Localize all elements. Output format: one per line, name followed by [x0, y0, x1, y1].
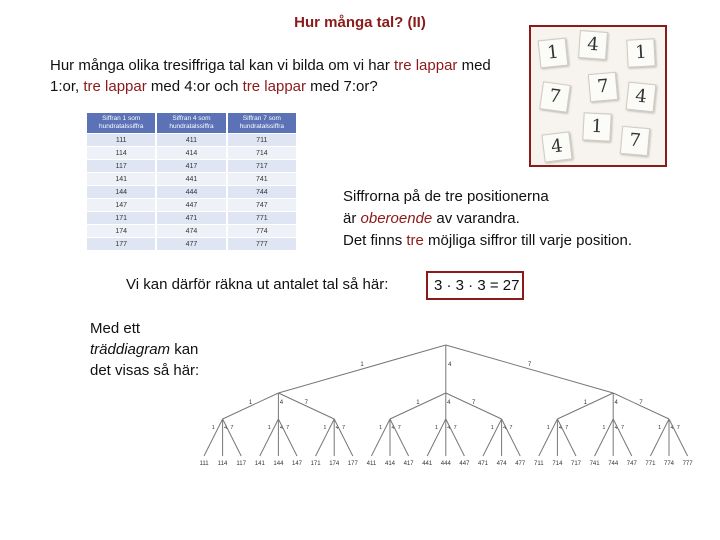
page-title: Hur många tal? (II) — [294, 14, 426, 31]
branch-label: 4 — [279, 400, 284, 406]
text-line — [343, 208, 703, 230]
table-cell: 477 — [157, 238, 225, 250]
note-card: 7 — [588, 72, 618, 102]
table-row — [87, 199, 296, 211]
branch-label: 7 — [341, 425, 346, 431]
branch-label: 7 — [565, 425, 569, 431]
tree-leaf: 474 — [496, 461, 507, 467]
tree-leaf: 714 — [552, 461, 563, 467]
branch-label: 4 — [391, 425, 395, 431]
calc-text: Vi kan därför räkna ut antalet tal så här: — [126, 276, 389, 293]
tree-leaf: 771 — [645, 461, 656, 467]
text-part: träddiagram — [90, 341, 171, 358]
branch-label: 1 — [416, 400, 420, 406]
tree-leaf: 711 — [534, 461, 544, 467]
branch-label: 7 — [620, 425, 625, 431]
table-cell: 114 — [87, 147, 155, 159]
highlight-oberoende: oberoende — [360, 210, 433, 227]
branch-label: 7 — [230, 425, 234, 431]
table-header: Siffran 4 som hundratalssiffra — [157, 113, 225, 133]
tree-leaf: 441 — [422, 461, 433, 467]
table-cell: 444 — [157, 186, 225, 198]
table-cell: 474 — [157, 225, 225, 237]
tree-leaf: 174 — [329, 461, 340, 467]
independence-text — [343, 186, 703, 252]
branch-label: 4 — [279, 425, 283, 431]
table-row — [87, 160, 296, 172]
tree-branch — [613, 393, 669, 419]
note-card: 4 — [626, 82, 657, 113]
tree-leaf: 447 — [459, 461, 470, 467]
note-card: 7 — [539, 81, 571, 113]
text-part: av varandra. — [432, 210, 520, 227]
tree-branch — [390, 393, 446, 419]
table-cell: 714 — [228, 147, 296, 159]
branch-label: 7 — [509, 425, 513, 431]
branch-label: 4 — [558, 425, 562, 431]
highlight-tre-lappar: tre lappar — [83, 78, 147, 95]
number-table — [85, 112, 298, 251]
tree-leaf: 414 — [384, 461, 396, 467]
branch-label: 4 — [335, 425, 339, 431]
tree-diagram — [190, 335, 700, 475]
text-part: kan — [170, 341, 199, 358]
table-row — [87, 212, 296, 224]
branch-label: 4 — [614, 400, 618, 406]
note-card: 4 — [541, 131, 572, 162]
tree-branch — [278, 393, 334, 419]
branch-label: 4 — [448, 362, 452, 368]
table-row — [87, 225, 296, 237]
table-row — [87, 134, 296, 146]
calc-formula-box: 3 · 3 · 3 = 27 — [426, 271, 524, 300]
branch-label: 1 — [323, 425, 327, 431]
tree-leaf: 774 — [663, 461, 675, 467]
table-cell: 177 — [87, 238, 155, 250]
question-text — [50, 55, 520, 97]
branch-label: 4 — [447, 425, 451, 431]
table-row — [87, 147, 296, 159]
tree-leaf: 477 — [515, 461, 526, 467]
branch-label: 1 — [360, 362, 364, 368]
note-card: 7 — [620, 126, 650, 156]
tree-leaf: 417 — [403, 461, 414, 467]
text-part: möjliga siffror till varje position. — [423, 232, 633, 249]
highlight-tre-lappar: tre lappar — [394, 57, 458, 74]
branch-label: 1 — [583, 400, 587, 406]
question-part: Hur många olika tresiffriga tal kan vi bilda om vi har — [50, 57, 395, 74]
branch-label: 7 — [286, 425, 290, 431]
tree-leaf: 147 — [291, 461, 303, 467]
table-cell: 711 — [228, 134, 296, 146]
tree-leaf: 111 — [199, 461, 209, 467]
table-cell: 717 — [228, 160, 296, 172]
table-row — [87, 186, 296, 198]
branch-label: 7 — [472, 400, 476, 406]
tree-leaf: 144 — [273, 461, 284, 467]
tree-leaf: 177 — [347, 461, 358, 467]
table-cell: 417 — [157, 160, 225, 172]
tree-leaf: 747 — [626, 461, 637, 467]
branch-label: 7 — [304, 400, 308, 406]
branch-label: 1 — [434, 425, 439, 431]
tree-branch — [557, 393, 613, 419]
tree-leaf: 171 — [310, 461, 321, 467]
highlight-tre: tre — [406, 232, 424, 249]
branch-label: 4 — [670, 425, 674, 431]
tree-branch — [446, 393, 502, 419]
table-cell: 441 — [157, 173, 225, 185]
table-cell: 414 — [157, 147, 225, 159]
branch-label: 4 — [614, 425, 618, 431]
tree-leaf: 471 — [477, 461, 489, 467]
table-cell: 111 — [87, 134, 155, 146]
note-card: 4 — [578, 30, 608, 60]
table-cell: 141 — [87, 173, 155, 185]
text-line: det visas så här: — [90, 362, 200, 379]
branch-label: 1 — [267, 425, 271, 431]
table-cell: 144 — [87, 186, 155, 198]
tree-leaf: 744 — [608, 461, 619, 467]
table-cell: 147 — [87, 199, 155, 211]
branch-label: 1 — [211, 425, 215, 431]
tree-leaf: 141 — [254, 461, 265, 467]
table-cell: 777 — [228, 238, 296, 250]
table-cell: 411 — [157, 134, 225, 146]
tree-leaf: 444 — [440, 461, 451, 467]
branch-label: 7 — [676, 425, 680, 431]
question-part: med 7:or? — [306, 78, 378, 95]
tree-branch — [223, 393, 279, 419]
tree-leaf: 741 — [589, 461, 600, 467]
table-header-row — [87, 113, 296, 133]
branch-label: 4 — [224, 425, 228, 431]
note-card: 1 — [538, 38, 569, 69]
question-part: med 1:or, — [50, 57, 491, 95]
branch-label: 1 — [379, 425, 383, 431]
table-cell: 171 — [87, 212, 155, 224]
table-row — [87, 238, 296, 250]
branch-label: 7 — [527, 362, 532, 368]
tree-leaf: 114 — [217, 461, 228, 467]
branch-label: 7 — [639, 400, 643, 406]
branch-label: 1 — [658, 425, 662, 431]
table-cell: 447 — [157, 199, 225, 211]
tree-branch — [446, 345, 613, 393]
branch-label: 1 — [602, 425, 606, 431]
text-part: Det finns — [343, 232, 407, 249]
text-line — [343, 230, 703, 252]
branch-label: 7 — [397, 425, 401, 431]
note-card: 1 — [626, 38, 655, 67]
question-part: med 4:or och — [146, 78, 243, 95]
table-cell: 117 — [87, 160, 155, 172]
tree-leaf: 777 — [682, 461, 693, 467]
note-cards-image — [529, 25, 667, 167]
branch-label: 7 — [453, 425, 457, 431]
tree-leaf: 717 — [570, 461, 582, 467]
branch-label: 1 — [546, 425, 550, 431]
tree-branch — [278, 345, 445, 393]
text-part: är — [343, 210, 361, 227]
branch-label: 4 — [447, 400, 451, 406]
branch-label: 1 — [248, 400, 253, 406]
table-cell: 174 — [87, 225, 155, 237]
tree-leaf: 117 — [236, 461, 246, 467]
branch-label: 4 — [503, 425, 507, 431]
text-line: Siffrorna på de tre positionerna — [343, 188, 549, 205]
branch-label: 1 — [490, 425, 494, 431]
note-card: 1 — [582, 112, 611, 141]
table-cell: 744 — [228, 186, 296, 198]
table-header: Siffran 1 som hundratalssiffra — [87, 113, 155, 133]
table-header: Siffran 7 som hundratalssiffra — [228, 113, 296, 133]
table-row — [87, 173, 296, 185]
table-cell: 771 — [228, 212, 296, 224]
table-cell: 471 — [157, 212, 225, 224]
table-cell: 774 — [228, 225, 296, 237]
highlight-tre-lappar: tre lappar — [242, 78, 306, 95]
text-line: Med ett — [90, 320, 141, 337]
tree-leaf: 411 — [366, 461, 377, 467]
table-cell: 747 — [228, 199, 296, 211]
table-cell: 741 — [228, 173, 296, 185]
